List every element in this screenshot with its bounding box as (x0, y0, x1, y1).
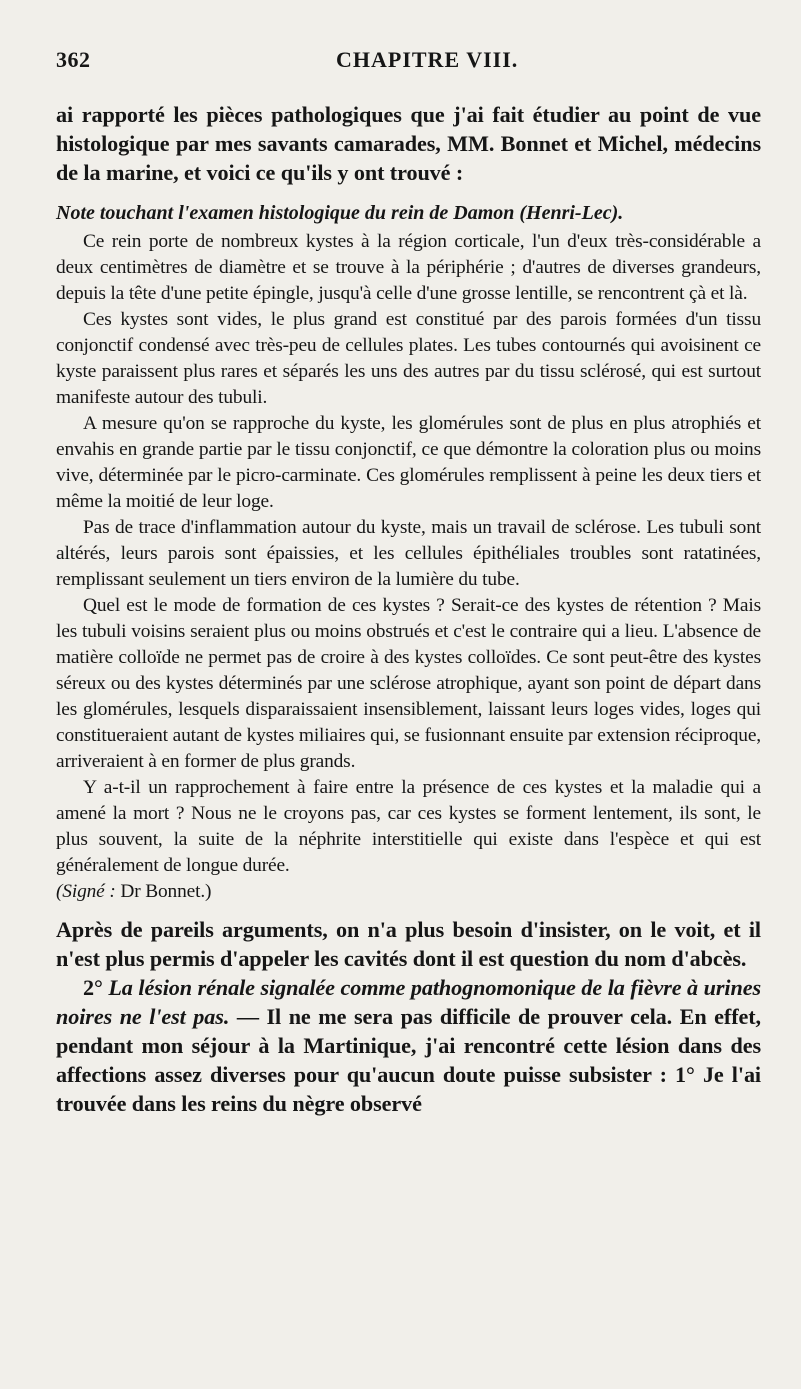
page-number: 362 (56, 47, 91, 72)
section-paragraph (56, 973, 761, 1118)
note-paragraph-2: Ces kystes sont vides, le plus grand est constitué par des parois formées d'un tissu conjonctif condensé avec très-peu de cellules plates. Les tubes contournés qui avoisinent ce kyste paraissent plus rares et séparés les uns des autres par du tissu sclérosé, qui est surtout manifeste autour des tubuli. (56, 309, 761, 408)
section-text: — Il ne me sera pas difficile de prouver cela. En effet, pendant mon séjour à la Martinique, j'ai rencontré cette lésion dans des affections assez diverses pour qu'aucun doute puisse subsister : 1° Je l'ai trouvée dans les reins du nègre observé (56, 1004, 761, 1116)
note-paragraph-3: A mesure qu'on se rapproche du kyste, les glomérules sont de plus en plus atrophiés et envahis en grande partie par le tissu conjonctif, ce que démontre la coloration plus ou moins vive, déterminée par le picro-carminate. Ces glomérules remplissent à peine les deux tiers et même la moitié de leur loge. (56, 413, 761, 512)
intro-paragraph: ai rapporté les pièces pathologiques que j'ai fait étudier au point de vue histologique par mes savants camarades, MM. Bonnet et Michel, médecins de la marine, et voici ce qu'ils y ont trouvé : (56, 102, 761, 185)
section-number: 2° (83, 975, 103, 1000)
note-title: Note touchant l'examen histologique du rein de Damon (Henri-Lec). (56, 202, 624, 224)
signature-name: Dr Bonnet.) (115, 881, 212, 902)
signature-prefix: (Signé : (56, 881, 116, 902)
running-head (56, 40, 761, 80)
note-paragraph-1: Ce rein porte de nombreux kystes à la région corticale, l'un d'eux très-considérable a deux centimètres de diamètre et se trouve à la périphérie ; d'autres de diverses grandeurs, depuis la tête d'une petite épingle, jusqu'à celle d'une grosse lentille, se rencontrent çà et là. (56, 231, 761, 304)
note-paragraph-5: Quel est le mode de formation de ces kystes ? Serait-ce des kystes de rétention ? Mais les tubuli voisins seraient plus ou moins obstrués et c'est le contraire qui a lieu. L'absence de matière colloïde ne permet pas de croire à des kystes colloïdes. Ce sont peut-être des kystes séreux ou des kystes déterminés par une sclérose atrophique, ayant son point de départ dans les glomérules, lesquels disparaissaient insensiblement, laissant leurs loges vides, loges qui constitueraient autant de kystes miliaires qui, se fusionnant ensuite par extension réciproque, arriveraient à en former de plus grands. (56, 595, 761, 772)
conclusion-paragraph: Après de pareils arguments, on n'a plus besoin d'insister, on le voit, et il n'est plus permis d'appeler les cavités dont il est question du nom d'abcès. (56, 917, 761, 971)
section-heading: La lésion rénale signalée comme pathognomonique de la fièvre à urines noires ne l'est pas. (56, 975, 761, 1029)
chapter-title: CHAPITRE VIII. (336, 47, 519, 72)
note-paragraph-6 (56, 775, 761, 905)
note-paragraph-6-text: Y a-t-il un rapprochement à faire entre la présence de ces kystes et la maladie qui a amené la mort ? Nous ne le croyons pas, car ces kystes se forment lentement, ils sont, le plus souvent, la suite de la néphrite interstitielle qui existe dans l'espèce et qui est généralement de longue durée. (56, 777, 761, 876)
note-paragraph-4: Pas de trace d'inflammation autour du kyste, mais un travail de sclérose. Les tubuli sont altérés, leurs parois sont épaissies, et les cellules épithéliales troubles sont ratatinées, remplissant seulement un tiers environ de la lumière du tube. (56, 517, 761, 590)
